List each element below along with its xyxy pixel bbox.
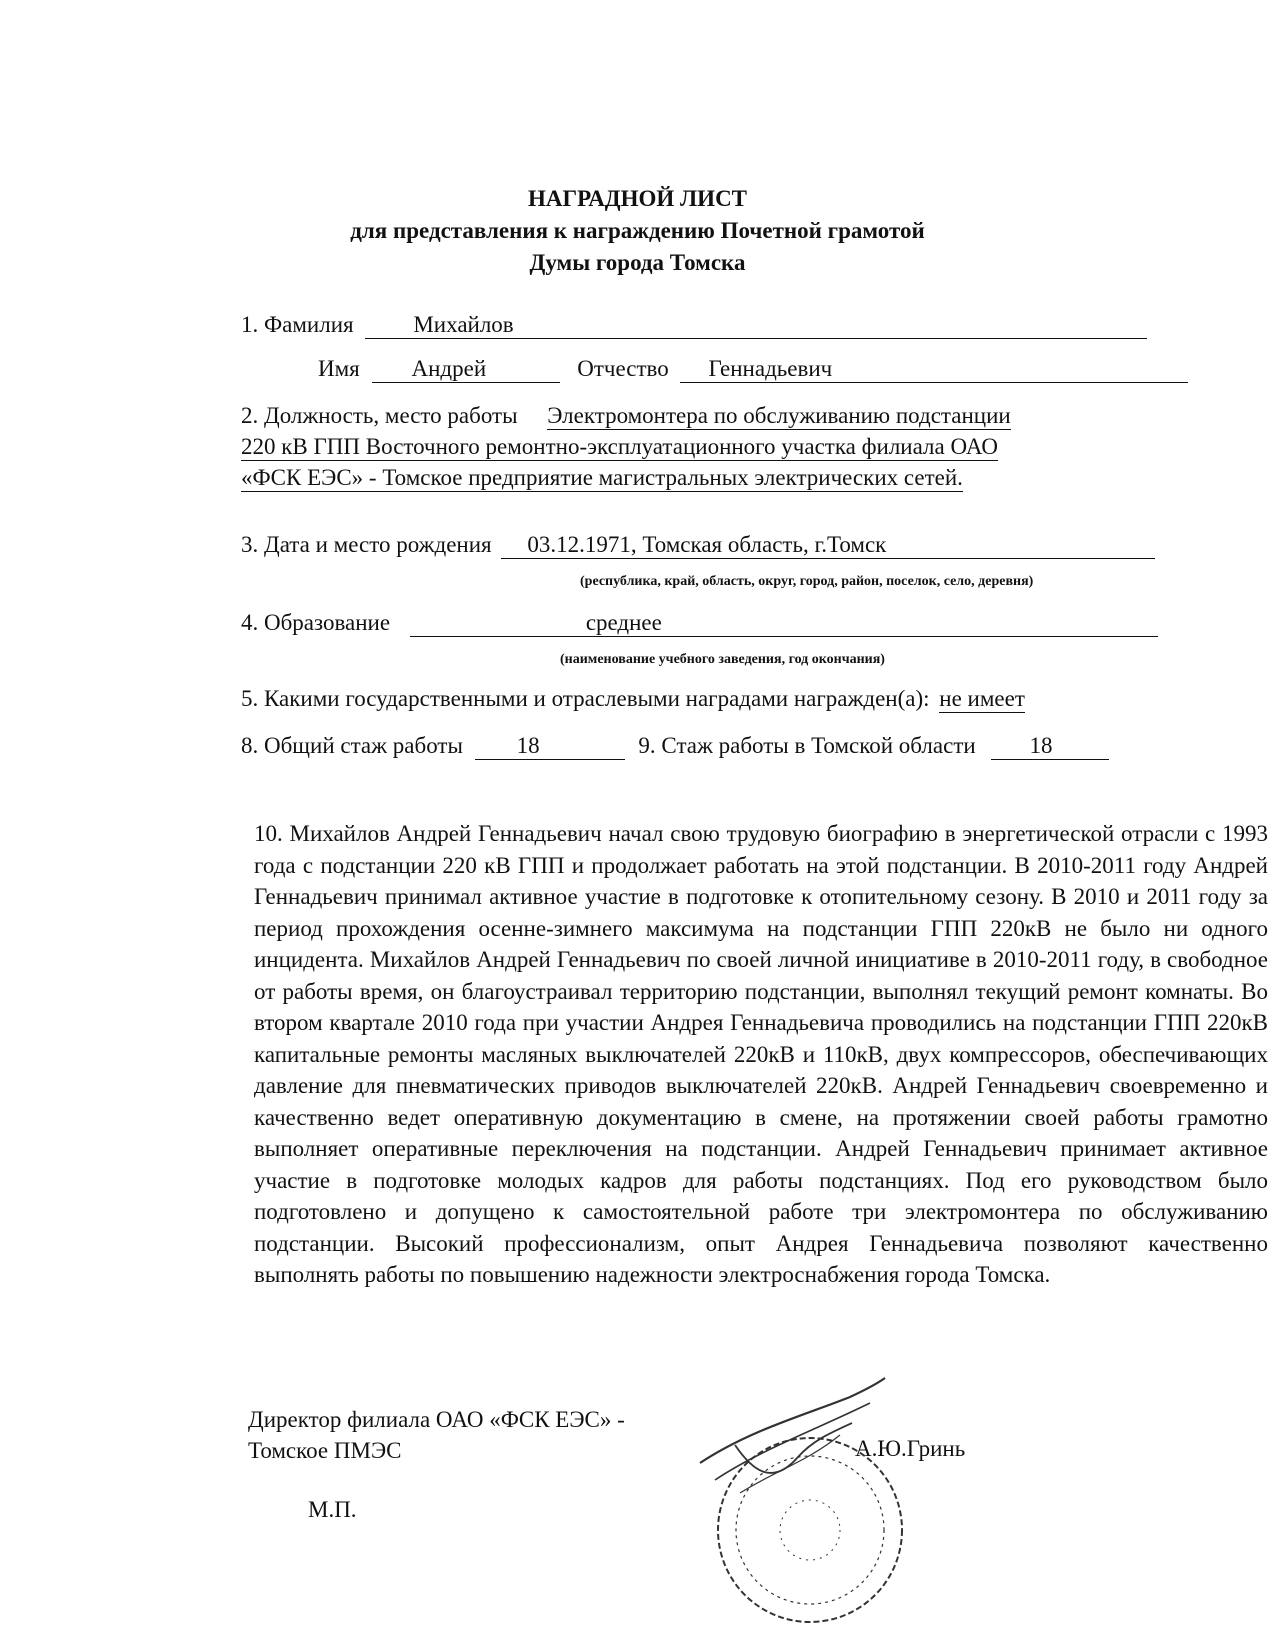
document-subtitle-2: Думы города Томска: [529, 250, 746, 275]
signatory-position-2: Томское ПМЭС: [248, 1438, 402, 1463]
birth-hint: (республика, край, область, округ, город, район, поселок, село, деревня): [580, 574, 1034, 589]
position-row-3: [241, 465, 963, 492]
surname-label: 1. Фамилия: [241, 312, 354, 337]
stamp-place-label: М.П.: [308, 1497, 357, 1522]
education-value: среднее: [410, 610, 1158, 637]
name-label: Имя: [318, 356, 360, 381]
patronymic-value: Геннадьевич: [680, 356, 1188, 383]
position-row-2: [241, 434, 998, 461]
experience-value: 18: [475, 733, 625, 760]
education-label: 4. Образование: [241, 610, 391, 635]
position-value-line3: «ФСК ЕЭС» - Томское предприятие магистральных электрических сетей.: [241, 465, 963, 490]
description-text: 10. Михайлов Андрей Геннадьевич начал свою трудовую биографию в энергетической отрасли с 1993 года с подстанции 220 кВ ГПП и продолжает работать на этой подстанции. В 2010-2011 году Андрей Геннадьевич принимал активное участие в подготовке к отопительному сезону. В 2010 и 2011 году за период прохождения осенне-зимнего максимума на подстанции ГПП 220кВ не было ни одного инцидента. Михайлов Андрей Геннадьевич по своей личной инициативе в 2010-2011 году, в свободное от работы время, он благоустраивал территорию подстанции, выполнял текущий ремонт комнаты. Во втором квартале 2010 года при участии Андрея Геннадьевича проводились на подстанции ГПП 220кВ капитальные ремонты масляных выключателей 220кВ и 110кВ, двух компрессоров, обеспечивающих давление для пневматических приводов выключателей 220кВ. Андрей Геннадьевич своевременно и качественно ведет оперативную документацию в смене, на протяжении своей работы грамотно выполняет оперативные переключения на подстанции. Андрей Геннадьевич принимает активное участие в подготовке молодых кадров для работы подстанциях. Под его руководством было подготовлено и допущено к самостоятельной работе три электромонтера по обслуживанию подстанции. Высокий профессионализм, опыт Андрея Геннадьевича позволяют качественно выполнять работы по повышению надежности электроснабжения города Томска.: [254, 821, 1268, 1287]
awards-value: не имеет: [939, 686, 1025, 711]
experience-row: [241, 733, 1109, 760]
birth-value: 03.12.1971, Томская область, г.Томск: [501, 532, 1155, 559]
position-value-line2: 220 кВ ГПП Восточного ремонтно-эксплуатационного участка филиала ОАО: [241, 434, 999, 459]
signatory-position: Директор филиала ОАО «ФСК ЕЭС» -: [248, 1407, 625, 1432]
education-hint: (наименование учебного заведения, год окончания): [560, 652, 885, 667]
surname-value: Михайлов: [365, 312, 1147, 339]
name-row: [318, 356, 1188, 383]
position-row: [241, 403, 1011, 430]
education-row: [241, 610, 1158, 637]
birth-row: [241, 532, 1155, 559]
awards-label: 5. Какими государственными и отраслевыми наградами награжден(а):: [241, 686, 930, 711]
patronymic-label: Отчество: [577, 356, 669, 381]
document-subtitle: для представления к награждению Почетной грамотой: [350, 218, 925, 243]
region-experience-value: 18: [991, 733, 1109, 760]
stamp-and-signature: [680, 1375, 920, 1650]
region-experience-label: 9. Стаж работы в Томской области: [638, 733, 976, 758]
position-label: 2. Должность, место работы: [241, 403, 518, 428]
surname-row: [241, 312, 1147, 339]
document-title: НАГРАДНОЙ ЛИСТ: [527, 186, 748, 211]
birth-label: 3. Дата и место рождения: [241, 532, 492, 557]
awards-row: [241, 686, 1025, 713]
name-value: Андрей: [372, 356, 560, 383]
experience-label: 8. Общий стаж работы: [241, 733, 463, 758]
position-value-line1: Электромонтера по обслуживанию подстанции: [547, 403, 1011, 428]
signatory-name: А.Ю.Гринь: [855, 1436, 966, 1461]
